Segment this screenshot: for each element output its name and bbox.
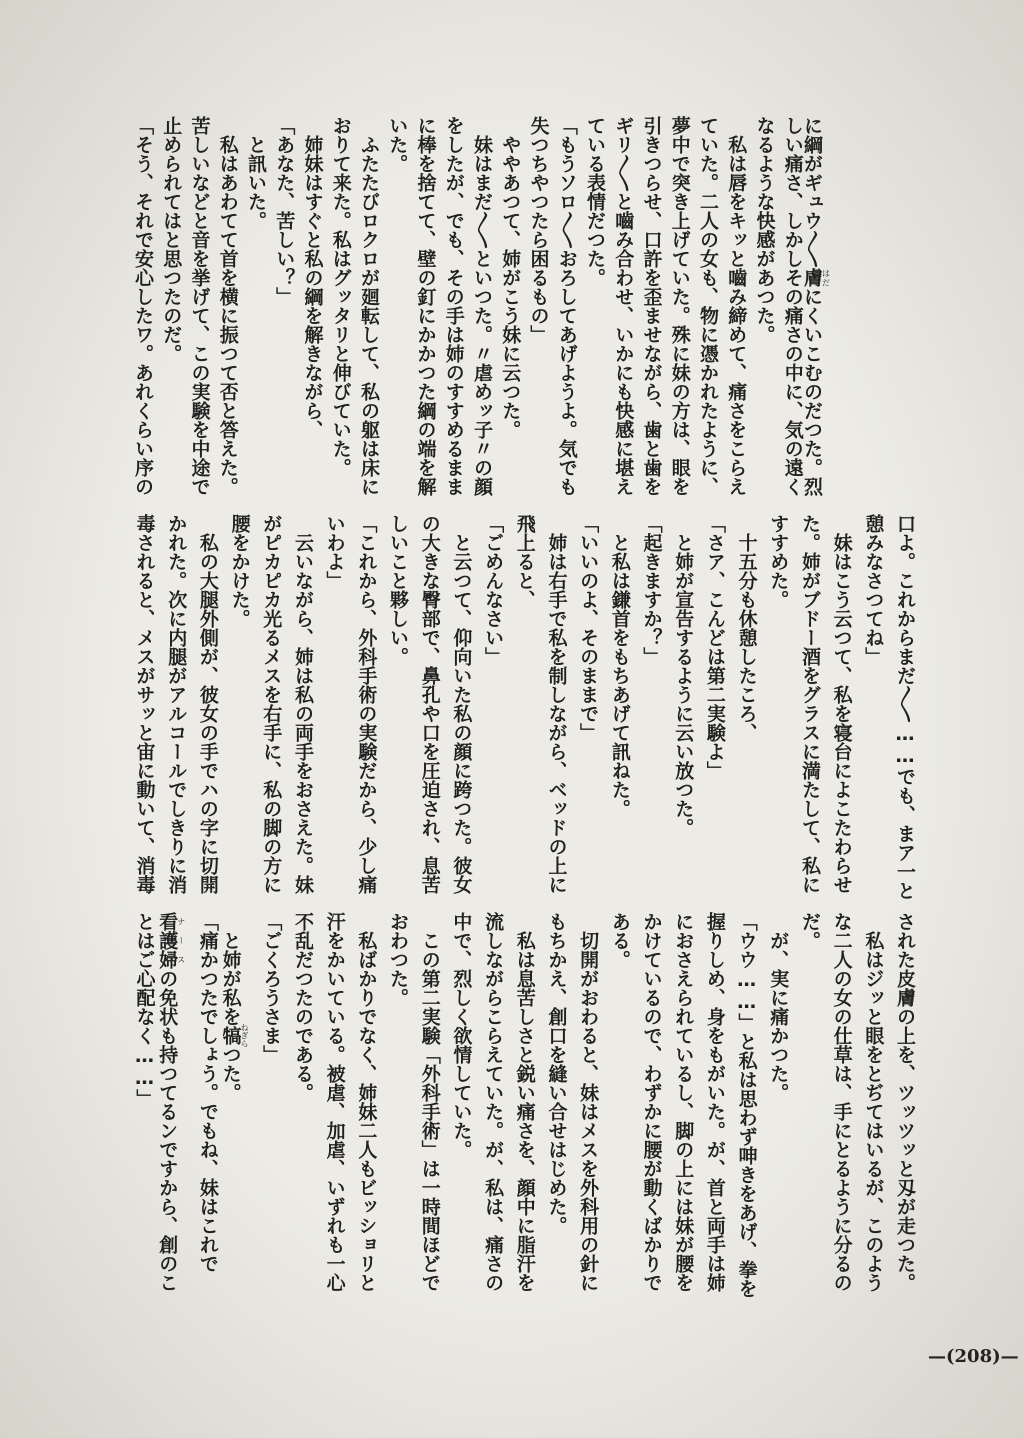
text-column: しい痛さ、しかしその痛さの中に、気の遠く: [781, 116, 804, 496]
text-segment: の免状も持つてるンですから、創のこ: [156, 969, 179, 1292]
text-tier-bottom: [122, 912, 914, 1296]
text-column: 「もうソロ〳〵おろしてあげようよ。気でも: [555, 116, 578, 496]
ruby-annotation: [156, 912, 186, 969]
text-column: 中で、烈しく欲情していた。: [450, 912, 473, 1159]
text-column: をしたが、でも、その手は姉のすすめるまま: [442, 116, 465, 496]
text-column: おわつた。: [387, 912, 409, 1007]
text-column: 「ごめんなさい」: [482, 514, 505, 666]
text-column: 毒されると、メスがサッと宙に動いて、消毒: [133, 514, 156, 894]
text-column: 「ごくろうさま」: [260, 912, 283, 1064]
text-column: と云つて、仰向いた私の顔に跨つた。彼女: [450, 514, 473, 894]
text-column: 握りしめ、身をもがいた。が、首と両手は姉: [703, 912, 726, 1292]
text-column: 「起きますか？」: [640, 514, 663, 666]
text-column: 苦しいなどと音を挙げて、この実験を中途で: [188, 116, 211, 496]
text-column: 云いながら、姉は私の両手をおさえた。妹: [291, 514, 314, 894]
text-column: 姉妹はすぐと私の綱を解きながら、: [301, 116, 324, 439]
text-column: 「痛かつたでしょう。でもね、妹はこれで: [196, 912, 219, 1273]
ruby-annotation: [801, 268, 831, 287]
text-column: ややあつて、姉がこう妹に云つた。: [499, 116, 522, 439]
text-column: しいこと夥しい。: [387, 514, 409, 666]
text-column: だ。: [798, 912, 821, 950]
text-column: 失つちやつたら困るもの」: [527, 116, 550, 344]
ruby-reading: ねぎら: [240, 1023, 250, 1048]
text-column: ていた。二人の女も、物に憑かれたように、: [697, 116, 719, 496]
text-segment: と姉が私を: [219, 912, 242, 1026]
text-column: かれた。次に内腿がアルコールでしきりに消: [165, 514, 188, 894]
text-column: 夢中で突き上げていた。殊に妹の方は、眼を: [668, 116, 691, 496]
text-column: [217, 912, 249, 1296]
text-column: 口よ。これからまだ〳〵……でも、まア一と: [894, 514, 916, 900]
text-segment: にくいこむのだつた。烈: [801, 287, 823, 496]
ruby-reading: はだ: [821, 268, 831, 287]
text-column: 不乱だつたのである。: [291, 912, 314, 1102]
text-column: 私はジッと眼をとぢてはいるが、このよう: [862, 912, 885, 1292]
text-column: [802, 116, 830, 500]
text-column: 流しながらこらえていた。が、私は、痛さの: [482, 912, 505, 1292]
ruby-base: 犒: [219, 1023, 242, 1048]
page-number: —(208)—: [928, 1346, 1019, 1367]
text-column: すすめた。: [767, 514, 790, 609]
ruby-base: 看護婦: [156, 912, 179, 969]
text-column: 私はあわてて首を横に振つて否と答えた。: [216, 116, 239, 496]
text-column: と私は鎌首をもちあげて訊ねた。: [608, 514, 631, 818]
text-column: 「これから、外科手術の実験だから、少し痛: [355, 514, 378, 894]
text-column: に棒を捨てて、壁の釘にかかつた綱の端を解: [414, 116, 437, 496]
text-column: 憩みなさつてね」: [862, 514, 885, 666]
text-column: ギリ〳〵と嚙み合わせ、いかにも快感に堪え: [612, 116, 635, 496]
text-column: 姉は右手で私を制しながら、ベッドの上に: [545, 514, 568, 894]
text-column: 私は唇をキッと嚙み締めて、痛さをこらえ: [725, 116, 748, 496]
text-column: 飛上ると、: [513, 514, 536, 609]
text-column: 汗をかいている。被虐、加虐、いずれも一心: [323, 912, 346, 1292]
text-column: 「いいのよ、そのままで」: [577, 514, 600, 742]
text-column: 十五分も休憩したころ、: [735, 514, 758, 742]
text-column: が、実に痛かつた。: [767, 912, 790, 1102]
text-segment: に綱がギュウ〳〵: [801, 116, 823, 268]
text-column: かけているので、わずかに腰が動くばかりで: [640, 912, 663, 1292]
ruby-base: 膚: [801, 268, 823, 287]
text-column: 腰をかけた。: [228, 514, 251, 628]
text-column: 引きつらせ、口許を歪ませながら、歯と歯を: [640, 116, 663, 496]
text-column: 妹はこう云つて、私を寝台によこたわらせ: [830, 514, 853, 894]
text-column: 「さア、こんどは第二実験よ」: [703, 514, 726, 780]
text-column: がピカピカ光るメスを右手に、私の脚の方に: [260, 514, 283, 894]
text-tier-middle: [122, 514, 914, 898]
text-column: [154, 912, 186, 1296]
text-column: 「あなた、苦しい？」: [273, 116, 296, 306]
text-column: とはご心配なく……」: [133, 912, 156, 1108]
text-column: と訊いた。: [245, 116, 267, 230]
text-column: と姉が宣告するように云い放つた。: [672, 514, 695, 837]
text-column: なるような快感があつた。: [753, 116, 776, 344]
text-column: におさえられているし、脚の上には妹が腰を: [672, 912, 695, 1292]
text-column: た。姉がブドー酒をグラスに満たして、私に: [798, 514, 821, 894]
text-column: の大きな臀部で、鼻孔や口を圧迫され、息苦: [418, 514, 441, 894]
text-column: 妹はまだ〳〵といつた。〃虐めッ子〃の顔: [471, 116, 493, 496]
text-tier-top: [124, 116, 830, 500]
text-column: 「そう、それで安心したワ。あれくらい序の: [132, 116, 154, 496]
text-column: 私ばかりでなく、姉妹二人もビッショリと: [355, 912, 378, 1292]
text-column: もちかえ、創口を縫い合せはじめた。: [545, 912, 568, 1235]
text-column: いた。: [386, 116, 409, 173]
text-column: された皮膚の上を、ツッツッと刄が走つた。: [894, 912, 916, 1292]
text-column: この第二実験「外科手術」は一時間ほどで: [418, 912, 441, 1292]
text-column: ある。: [608, 912, 631, 969]
text-column: おりて来た。私はグッタリと伸びていた。: [329, 116, 352, 477]
text-column: 私の大腿外側が、彼女の手でハの字に切開: [196, 514, 219, 894]
text-column: いわよ」: [323, 514, 346, 590]
text-column: ふたたびロクロが廻転して、私の躯は床に: [358, 116, 380, 496]
ruby-annotation: [219, 1023, 250, 1048]
text-column: 止められてはと思つたのだ。: [160, 116, 183, 363]
ruby-reading: ナース: [176, 912, 186, 969]
text-column: 「ウウ……」と私は思わず呻きをあげ、拳を: [735, 912, 758, 1298]
text-segment: つた。: [219, 1045, 242, 1102]
text-column: 切開がおわると、妹はメスを外科用の針に: [577, 912, 600, 1292]
text-column: ている表情だつた。: [584, 116, 606, 287]
text-column: な二人の女の仕草は、手にとるように分るの: [830, 912, 853, 1292]
text-column: 私は息苦しさと鋭い痛さを、顔中に脂汗を: [513, 912, 536, 1292]
